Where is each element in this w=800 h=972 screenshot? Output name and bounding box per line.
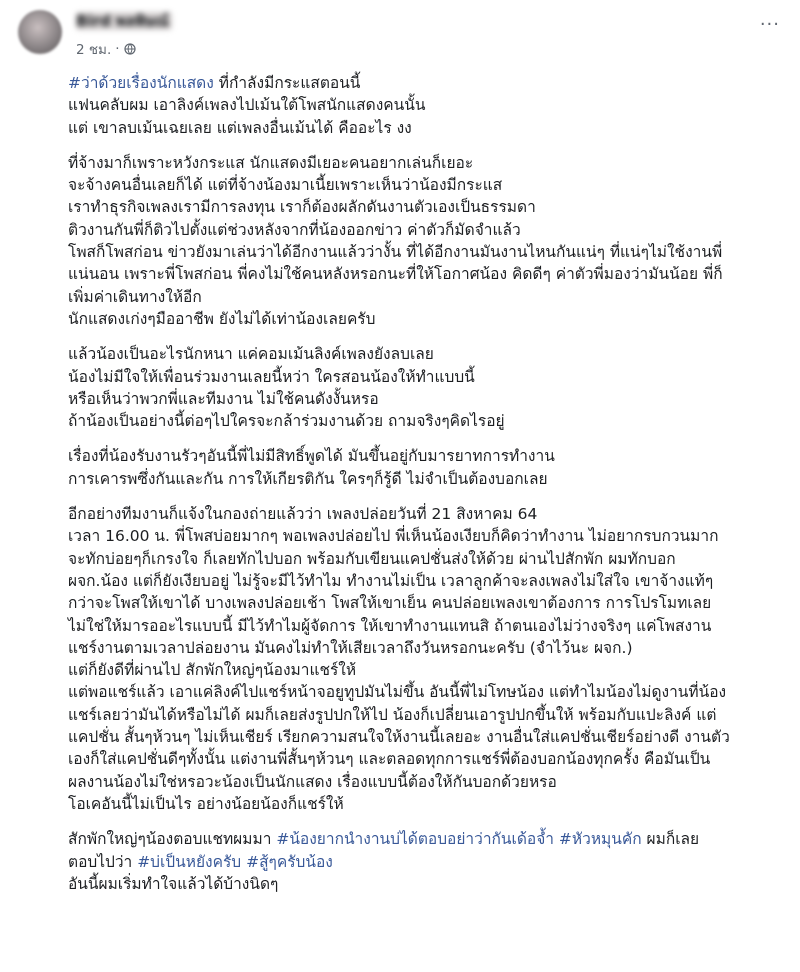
post-paragraph bbox=[68, 503, 780, 815]
post-line bbox=[68, 570, 780, 592]
post-text: แชร์เลยว่ามันได้หรือไม่ได้ ผมก็เลยส่งรูปปกให้ไป น้องก็เปลี่ยนเอารูปปกขึ้นให้ พร้อมกับแปะลิงค์ แต่ bbox=[68, 705, 717, 724]
post-line bbox=[68, 117, 780, 139]
post-text: แต่ เขาลบเม้นเฉยเลย แต่เพลงอื่นเม้นได้ คืออะไร งง bbox=[68, 118, 412, 137]
avatar[interactable] bbox=[18, 10, 62, 54]
post-line bbox=[68, 726, 780, 748]
post-paragraph bbox=[68, 152, 780, 330]
post-text: เราทำธุรกิจเพลงเรามีการลงทุน เราก็ต้องผลักดันงานตัวเองเป็นธรรมดา bbox=[68, 198, 536, 217]
post-body bbox=[68, 72, 780, 908]
post-text: แน่นอน เพราะพี่โพสก่อน พี่คงไม่ใช้คนหลังหรอกนะที่ให้โอกาศน้อง คิดดีๆ ค่าตัวพี่มองว่ามันน้อย พี่ก็ bbox=[68, 265, 723, 284]
post-line bbox=[68, 196, 780, 218]
post-text: โอเคอันนี้ไม่เป็นไร อย่างน้อยน้องก็แชร์ให้ bbox=[68, 794, 344, 813]
post-line bbox=[68, 152, 780, 174]
post-text: ผลงานน้องไม่ใช่หรอวะน้องเป็นนักแสดง เรื่องแบบนี้ต้องให้กันบอกด้วยหรอ bbox=[68, 772, 557, 791]
post-text: ตอบไปว่า bbox=[68, 852, 138, 871]
post-line bbox=[68, 72, 780, 94]
post-line bbox=[68, 851, 780, 873]
post-text: เพิ่มค่าเดินทางให้อีก bbox=[68, 287, 202, 306]
post-text: จะจ้างคนอื่นเลยก็ได้ แต่ที่จ้างน้องมาเนี้ยเพราะเห็นว่าน้องมีกระแส bbox=[68, 176, 503, 195]
post-line bbox=[68, 592, 780, 614]
post-time[interactable]: 2 ชม. bbox=[76, 42, 112, 58]
post-line bbox=[68, 366, 780, 388]
post-line bbox=[68, 873, 780, 895]
post-text: แชร์งานตามเวลาปล่อยงาน มันคงไม่ทำให้เสียเวลาถึงวันหรอกนะครับ (จำไว้นะ ผจก.) bbox=[68, 638, 633, 657]
post-line bbox=[68, 410, 780, 432]
post-paragraph bbox=[68, 828, 780, 895]
post-text: แต่พอแชร์แล้ว เอาแค่ลิงค์ไปแชร์หน้าจอยูทูปมันไม่ขึ้น อันนี้พี่ไม่โทษน้อง แต่ทำไมน้องไม่ดูงานที่น้อง bbox=[68, 683, 727, 702]
post-line bbox=[68, 174, 780, 196]
post-text: เวลา 16.00 น. พี่โพสบ่อยมากๆ พอเพลงปล่อยไป พี่เห็นน้องเงียบก็คิดว่าทำงาน ไม่อยากรบกวนมาก bbox=[68, 527, 719, 546]
hashtag-link[interactable]: #น้องยากนำงานบ่ได้ตอบอย่าว่ากันเด้อจ้ำ bbox=[276, 830, 554, 849]
post-meta bbox=[76, 38, 136, 60]
post-line bbox=[68, 468, 780, 490]
post-line bbox=[68, 241, 780, 263]
post-line bbox=[68, 263, 780, 285]
post-text: อันนี้ผมเริ่มทำใจแล้วได้บ้างนิดๆ bbox=[68, 874, 279, 893]
post-text: แล้วน้องเป็นอะไรนักหนา แค่คอมเม้นลิงค์เพลงยังลบเลย bbox=[68, 345, 434, 364]
post-text: ไม่ใช่ให้มารออะไรแบบนี้ มีไว้ทำไมผู้จัดการ ให้เขาทำงานแทนสิ ถ้าตนเองไม่ว่างจริงๆ แค่โพสงาน bbox=[68, 616, 712, 635]
post-text: การเคารพซึ่งกันและกัน การให้เกียรติกัน ใครๆก็รู้ดี ไม่จำเป็นต้องบอกเลย bbox=[68, 469, 548, 488]
post-text: ที่กำลังมีกระแสตอนนี้ bbox=[213, 74, 361, 92]
post-text: กว่าจะโพสให้เขาได้ บางเพลงปล่อยเช้า โพสให้เขาเย็น คนปล่อยเพลงเขาต้องการ การโปรโมทเลย bbox=[68, 594, 712, 613]
post-text: แต่ก็ยังดีที่ผ่านไป สักพักใหญ่ๆน้องมาแชร์ให้ bbox=[68, 661, 357, 680]
globe-icon[interactable] bbox=[124, 43, 136, 55]
post-paragraph bbox=[68, 72, 780, 139]
post-line bbox=[68, 793, 780, 815]
post-line bbox=[68, 219, 780, 241]
post-line bbox=[68, 445, 780, 467]
post-text: ที่จ้างมาก็เพราะหวังกระแส นักแสดงมีเยอะคนอยากเล่นก็เยอะ bbox=[68, 153, 474, 172]
post-line bbox=[68, 828, 780, 850]
post-line bbox=[68, 615, 780, 637]
hashtag-link[interactable]: #สู้ๆครับน้อง bbox=[246, 852, 333, 871]
post-text: น้องไม่มีใจให้เพื่อนร่วมงานเลยนี้หว่า ใครสอนน้องให้ทำแบบนี้ bbox=[68, 367, 475, 386]
author-name[interactable]: Bird พลพิษณ์ bbox=[76, 12, 172, 30]
post-text: แฟนคลับผม เอาลิงค์เพลงไปเม้นใต้โพสนักแสดงคนนั้น bbox=[68, 96, 426, 115]
post-line bbox=[68, 681, 780, 703]
post-line bbox=[68, 637, 780, 659]
post-text: ติวงานกันพี่ก็ติวไปตั้งแต่ช่วงหลังจากที่น้องออกข่าว ค่าตัวก็มัดจำแล้ว bbox=[68, 220, 521, 239]
post-text: หรือเห็นว่าพวกพี่และทีมงาน ไม่ใช้คนดังงั้นหรอ bbox=[68, 389, 379, 408]
post-line bbox=[68, 286, 780, 308]
post-text: โพสก็โพสก่อน ข่าวยังมาเล่นว่าได้อีกงานแล้วว่างั้น ที่ได้อีกงานมันงานไหนกันแน่ๆ ที่แน่ๆไม่ใช้งานพี่ bbox=[68, 243, 723, 262]
hashtag-link[interactable]: #บ่เป็นหยังครับ bbox=[137, 852, 242, 871]
post-line bbox=[68, 548, 780, 570]
post-header bbox=[14, 8, 790, 64]
post-line bbox=[68, 94, 780, 116]
post-line bbox=[68, 308, 780, 330]
post-text: อีกอย่างทีมงานก็แจ้งในกองถ่ายแล้วว่า เพลงปล่อยวันที่ 21 สิงหาคม 64 bbox=[68, 505, 538, 524]
post-text: ผมก็เลย bbox=[641, 830, 700, 849]
post-text: เองก็ใส่แคปชั่นดีๆทั้งนั้น แต่งานพี่สั้นๆห้วนๆ และตลอดทุกการแชร์พี่ต้องบอกน้องทุกครั้ง คือมันเป็น bbox=[68, 750, 711, 769]
post-paragraph bbox=[68, 343, 780, 432]
post-text: จะทักบ่อยๆก็เกรงใจ ก็เลยทักไปบอก พร้อมกับเขียนแคปชั่นส่งให้ด้วย ผ่านไปสักพัก ผมทักบอก bbox=[68, 549, 676, 568]
post-line bbox=[68, 343, 780, 365]
meta-separator: · bbox=[115, 41, 120, 57]
post-line bbox=[68, 388, 780, 410]
post-text: เรื่องที่น้องรับงานรัวๆอันนี้พี่ไม่มีสิทธิ์พูดได้ มันขึ้นอยู่กับมารยาทการทำงาน bbox=[68, 447, 555, 466]
hashtag-link[interactable]: #หัวหมุนคัก bbox=[558, 830, 642, 849]
post-line bbox=[68, 503, 780, 525]
hashtag-link[interactable]: #ว่าด้วยเรื่องนักแสดง bbox=[68, 74, 214, 92]
post-text: แคปชั่น สั้นๆห้วนๆ ไม่เห็นเชียร์ เรียกความสนใจให้งานนี้เลยอะ งานอื่นใส่แคปชั่นเชียร์อย่างดี งานตัว bbox=[68, 728, 730, 747]
post-text: นักแสดงเก่งๆมืออาชีพ ยังไม่ได้เท่าน้องเลยครับ bbox=[68, 309, 376, 328]
post-line bbox=[68, 748, 780, 770]
post-line bbox=[68, 704, 780, 726]
post-line bbox=[68, 525, 780, 547]
post-text: ถ้าน้องเป็นอย่างนี้ต่อๆไปใครจะกล้าร่วมงานด้วย ถามจริงๆคิดไรอยู่ bbox=[68, 412, 505, 431]
post-line bbox=[68, 771, 780, 793]
post-paragraph bbox=[68, 445, 780, 490]
more-options-icon[interactable]: ··· bbox=[759, 14, 780, 35]
post-text: สักพักใหญ่ๆน้องตอบแชทผมมา bbox=[68, 830, 277, 849]
post-line bbox=[68, 659, 780, 681]
post-text: ผจก.น้อง แต่ก็ยังเงียบอยู่ ไม่รู้จะมีไว้ทำไม ทำงานไม่เป็น เวลาลูกค้าจะลงเพลงไม่ใส่ใจ เขาจ้างแท้ๆ bbox=[68, 571, 714, 590]
